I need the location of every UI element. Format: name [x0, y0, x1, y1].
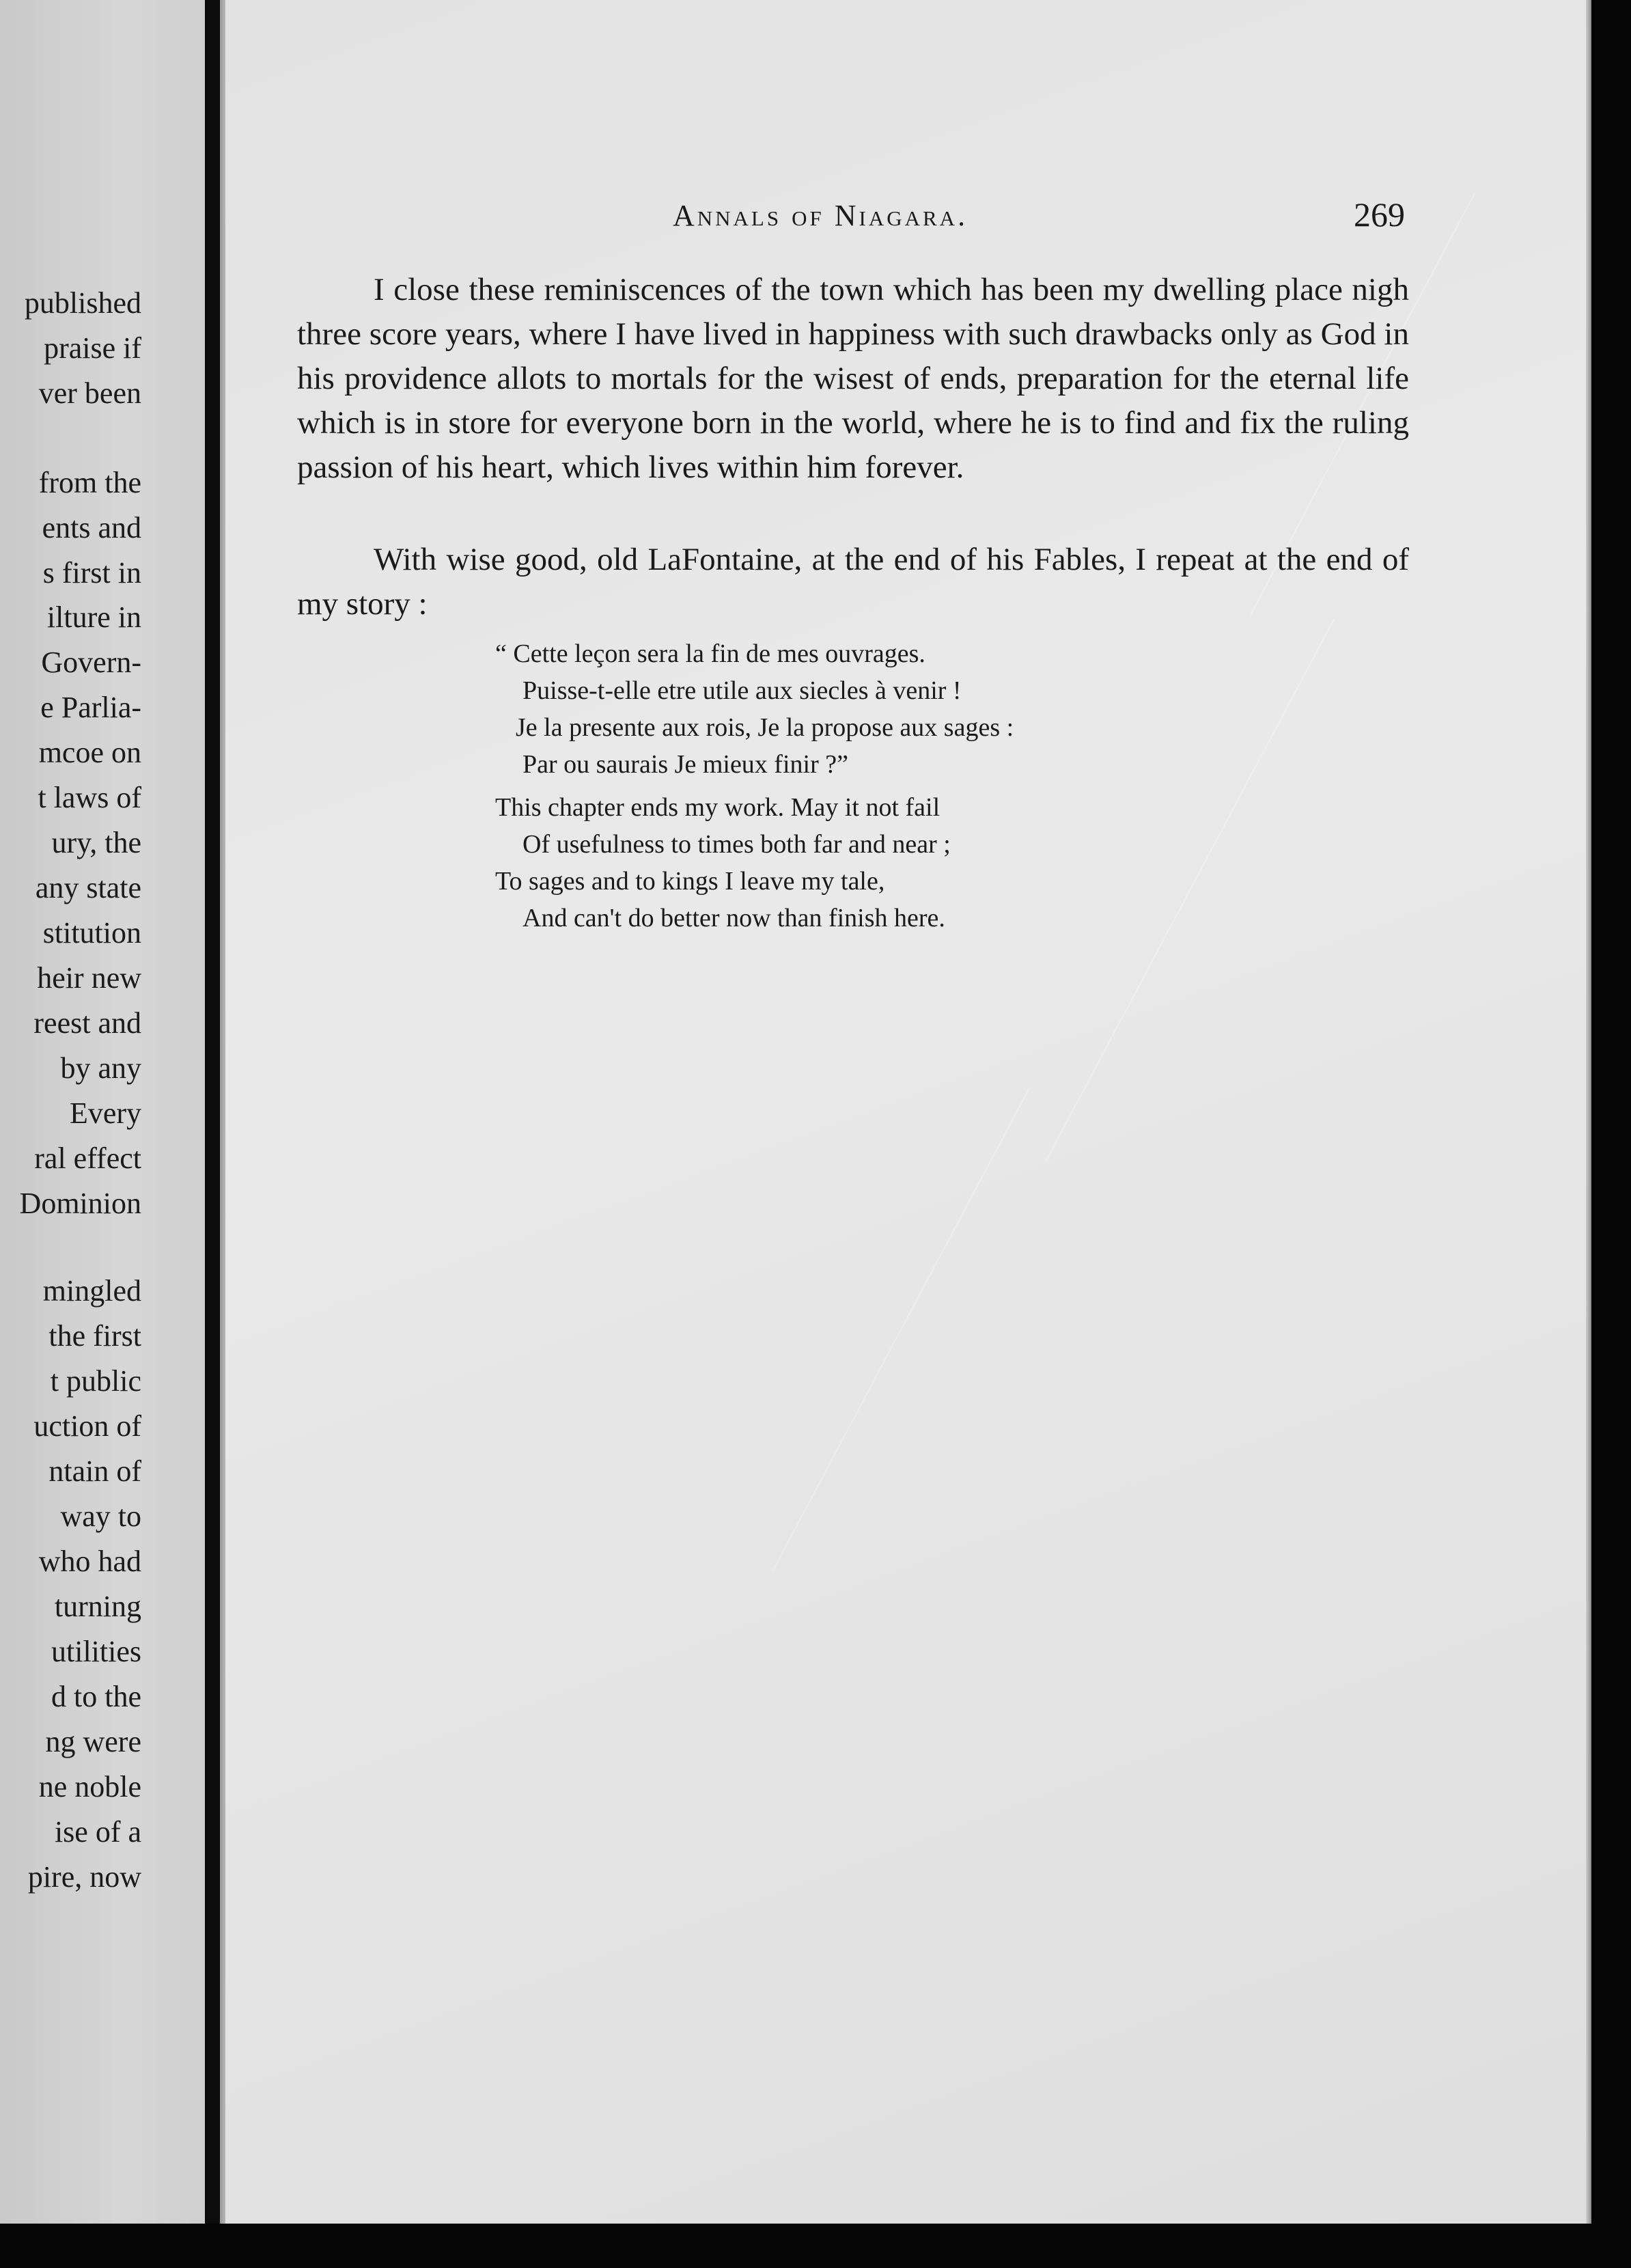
verse-line: Je la presente aux rois, Je la propose aux sages :: [516, 713, 1014, 742]
facing-page-line: mingled: [42, 1274, 141, 1308]
page-number: 269: [1354, 195, 1405, 234]
facing-page-line: way to: [60, 1499, 141, 1533]
facing-page-line: ne noble: [38, 1770, 141, 1803]
scan-streak: [772, 1089, 1029, 1572]
facing-page-line: ury, the: [51, 826, 141, 859]
facing-page-line: d to the: [51, 1680, 141, 1713]
page-edge-shadow: [1586, 0, 1591, 2224]
scan-border-bottom: [0, 2224, 1631, 2268]
facing-page: [0, 0, 208, 2268]
facing-page-text: [0, 0, 205, 2268]
facing-page-line: ral effect: [34, 1142, 141, 1175]
verse-line: Puisse-t-elle etre utile aux siecles à venir !: [522, 676, 962, 705]
facing-page-line: Govern-: [41, 646, 141, 679]
facing-page-line: ng were: [45, 1725, 141, 1758]
facing-page-line: ilture in: [46, 600, 141, 634]
facing-page-line: turning: [54, 1590, 141, 1623]
book-gutter: [205, 0, 220, 2268]
facing-page-line: by any: [60, 1051, 141, 1085]
facing-page-line: any state: [35, 871, 141, 904]
facing-page-line: praise if: [44, 331, 141, 365]
facing-page-line: ver been: [38, 376, 141, 410]
facing-page-line: s first in: [42, 556, 141, 590]
facing-page-line: heir new: [37, 961, 141, 995]
running-head: Annals of Niagara.: [673, 199, 968, 232]
facing-page-line: who had: [38, 1545, 141, 1578]
scan-streak: [1045, 618, 1335, 1162]
verse-line: “ Cette leçon sera la fin de mes ouvrages.: [495, 639, 925, 668]
verse-line: And can't do better now than finish here.: [522, 904, 945, 932]
facing-page-line: ents and: [42, 511, 141, 544]
french-verse: [495, 635, 1014, 783]
facing-page-line: e Parlia-: [40, 691, 141, 724]
english-verse: [495, 789, 951, 937]
facing-page-line: Every: [69, 1096, 141, 1130]
facing-page-line: ise of a: [54, 1815, 141, 1849]
facing-page-line: utilities: [51, 1635, 141, 1668]
verse-line: This chapter ends my work. May it not fail: [495, 793, 940, 822]
facing-page-line: from the: [38, 466, 141, 499]
verse-line: Of usefulness to times both far and near ;: [522, 830, 951, 859]
facing-page-line: Dominion: [19, 1187, 141, 1220]
lafontaine-paragraph: With wise good, old LaFontaine, at the end of his Fables, I repeat at the end of my story :: [297, 542, 1409, 622]
facing-page-line: mcoe on: [38, 736, 141, 769]
facing-page-line: ntain of: [48, 1454, 141, 1488]
facing-page-line: t laws of: [38, 781, 141, 814]
facing-page-line: published: [24, 286, 141, 320]
facing-page-line: t public: [50, 1364, 141, 1398]
facing-page-line: the first: [48, 1319, 141, 1353]
facing-page-line: reest and: [33, 1006, 141, 1040]
facing-page-line: stitution: [42, 916, 141, 950]
closing-paragraph: I close these reminiscences of the town which has been my dwelling place nigh three score years, where I have lived in happiness with such drawbacks only as God in his providence allots to mortals for the wisest of ends, preparation for the eternal life which is in store for everyone born in the world, where he is to find and fix the ruling passion of his heart, which lives within him forever.: [297, 272, 1409, 485]
verse-line: Par ou saurais Je mieux finir ?”: [522, 750, 848, 779]
scan-border-right: [1591, 0, 1631, 2268]
verse-line: To sages and to kings I leave my tale,: [495, 867, 885, 896]
facing-page-line: pire, now: [27, 1860, 141, 1894]
facing-page-line: uction of: [33, 1409, 141, 1443]
